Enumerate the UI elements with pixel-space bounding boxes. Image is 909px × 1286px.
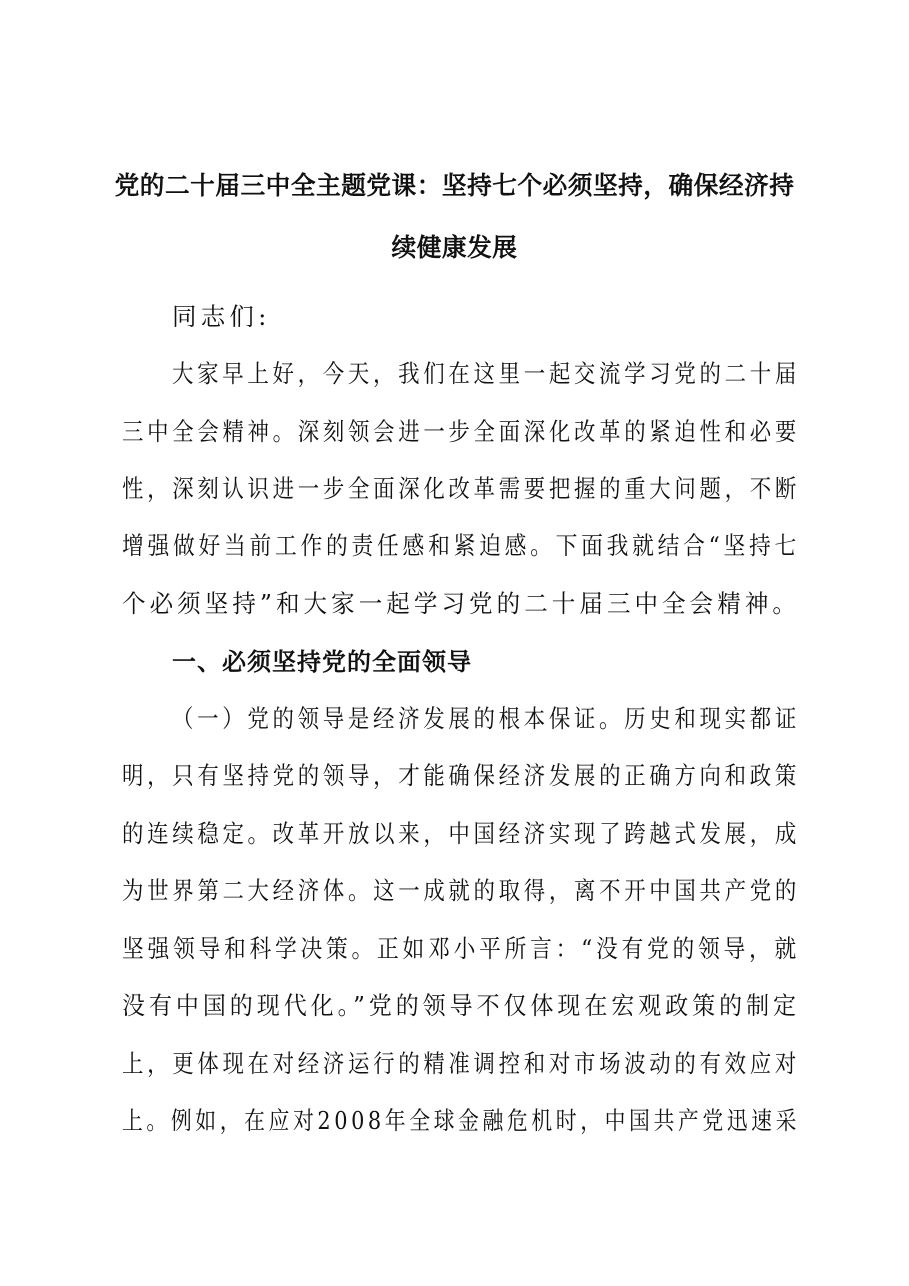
- section-1-heading: 一、必须坚持党的全面领导: [172, 648, 472, 676]
- document-title-line-2: 续健康发展: [391, 233, 518, 262]
- section-1-line-4: 为世界第二大经济体。这一成就的取得，离不开中国共产党的: [122, 876, 800, 905]
- section-1-line-8: 上。例如，在应对2008年全球金融危机时，中国共产党迅速采: [122, 1106, 801, 1135]
- salutation: 同志们:: [172, 302, 271, 331]
- intro-line-5: 个必须坚持”和大家一起学习党的二十届三中全会精神。: [122, 589, 801, 618]
- section-1-line-2: 明，只有坚持党的领导，才能确保经济发展的正确方向和政策: [122, 761, 800, 790]
- section-1-line-1: （一）党的领导是经济发展的根本保证。历史和现实都证: [172, 704, 801, 733]
- intro-line-3: 性，深刻认识进一步全面深化改革需要把握的重大问题，不断: [122, 474, 800, 503]
- section-1-line-3: 的连续稳定。改革开放以来，中国经济实现了跨越式发展，成: [122, 819, 800, 848]
- intro-line-2: 三中全会精神。深刻领会进一步全面深化改革的紧迫性和必要: [122, 417, 800, 446]
- section-1-line-5: 坚强领导和科学决策。正如邓小平所言：“没有党的领导，就: [122, 934, 801, 963]
- intro-line-4: 增强做好当前工作的责任感和紧迫感。下面我就结合“坚持七: [122, 531, 801, 560]
- intro-line-1: 大家早上好，今天，我们在这里一起交流学习党的二十届: [172, 359, 801, 388]
- section-1-line-7: 上，更体现在对经济运行的精准调控和对市场波动的有效应对: [122, 1049, 800, 1078]
- document-title-line-1: 党的二十届三中全主题党课：坚持七个必须坚持，确保经济持: [114, 171, 795, 200]
- section-1-line-6: 没有中国的现代化。”党的领导不仅体现在宏观政策的制定: [122, 991, 801, 1020]
